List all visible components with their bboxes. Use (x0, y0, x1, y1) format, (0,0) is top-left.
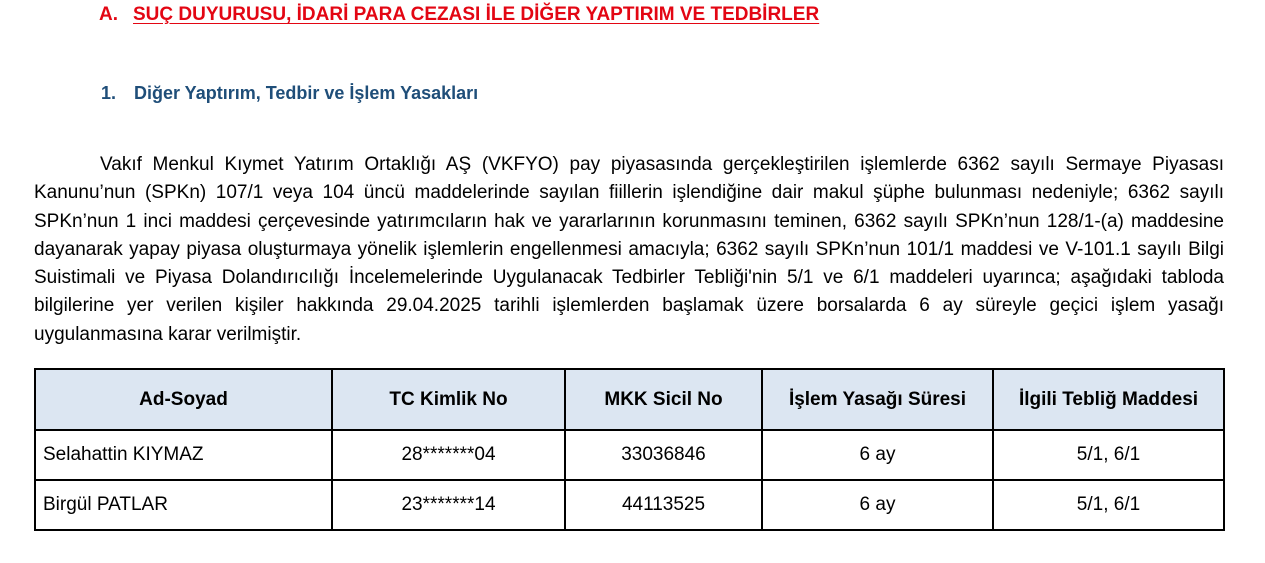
cell-regulation-article: 5/1, 6/1 (993, 480, 1224, 530)
section-1-number: 1. (101, 83, 117, 103)
cell-ban-duration: 6 ay (762, 430, 993, 480)
table-header-row (35, 369, 1224, 430)
cell-ban-duration: 6 ay (762, 480, 993, 530)
header-name: Ad-Soyad (35, 369, 332, 430)
header-ban-duration: İşlem Yasağı Süresi (762, 369, 993, 430)
section-a-heading (99, 4, 819, 26)
trading-ban-table (34, 368, 1225, 531)
section-a-number: A. (99, 4, 118, 25)
table-row (35, 430, 1224, 480)
cell-mkk-no: 33036846 (565, 430, 762, 480)
header-mkk-no: MKK Sicil No (565, 369, 762, 430)
section-1-title: Diğer Yaptırım, Tedbir ve İşlem Yasakları (134, 83, 479, 103)
cell-name: Birgül PATLAR (35, 480, 332, 530)
cell-tc-no: 23*******14 (332, 480, 565, 530)
cell-tc-no: 28*******04 (332, 430, 565, 480)
header-regulation-article: İlgili Tebliğ Maddesi (993, 369, 1224, 430)
table-row (35, 480, 1224, 530)
cell-mkk-no: 44113525 (565, 480, 762, 530)
section-a-title: SUÇ DUYURUSU, İDARİ PARA CEZASI İLE DİĞER YAPTIRIM VE TEDBİRLER (133, 4, 820, 25)
cell-regulation-article: 5/1, 6/1 (993, 430, 1224, 480)
decision-paragraph: Vakıf Menkul Kıymet Yatırım Ortaklığı AŞ (VKFYO) pay piyasasında gerçekleştirilen işlemlerde 6362 sayılı Sermaye Piyasası Kanunu’nun (SPKn) 107/1 veya 104 üncü maddelerinde sayılan fiillerin işlendiğine dair makul şüphe bulunması nedeniyle; 6362 sayılı SPKn’nun 1 inci maddesi çerçevesinde yatırımcıların hak ve yararlarının korunmasını teminen, 6362 sayılı SPKn’nun 128/1-(a) maddesine dayanarak yapay piyasa oluşturmaya yönelik işlemlerin engellenmesi amacıyla; 6362 sayılı SPKn’nun 101/1 maddesi ve V-101.1 sayılı Bilgi Suistimali ve Piyasa Dolandırıcılığı İncelemelerinde Uygulanacak Tedbirler Tebliği'nin 5/1 ve 6/1 maddeleri uyarınca; aşağıdaki tabloda bilgilerine yer verilen kişiler hakkında 29.04.2025 tarihli işlemlerden başlamak üzere borsalarda 6 ay süreyle geçici işlem yasağı uygulanmasına karar verilmiştir. (34, 154, 1224, 345)
section-1-heading (101, 83, 478, 104)
cell-name: Selahattin KIYMAZ (35, 430, 332, 480)
header-tc-no: TC Kimlik No (332, 369, 565, 430)
